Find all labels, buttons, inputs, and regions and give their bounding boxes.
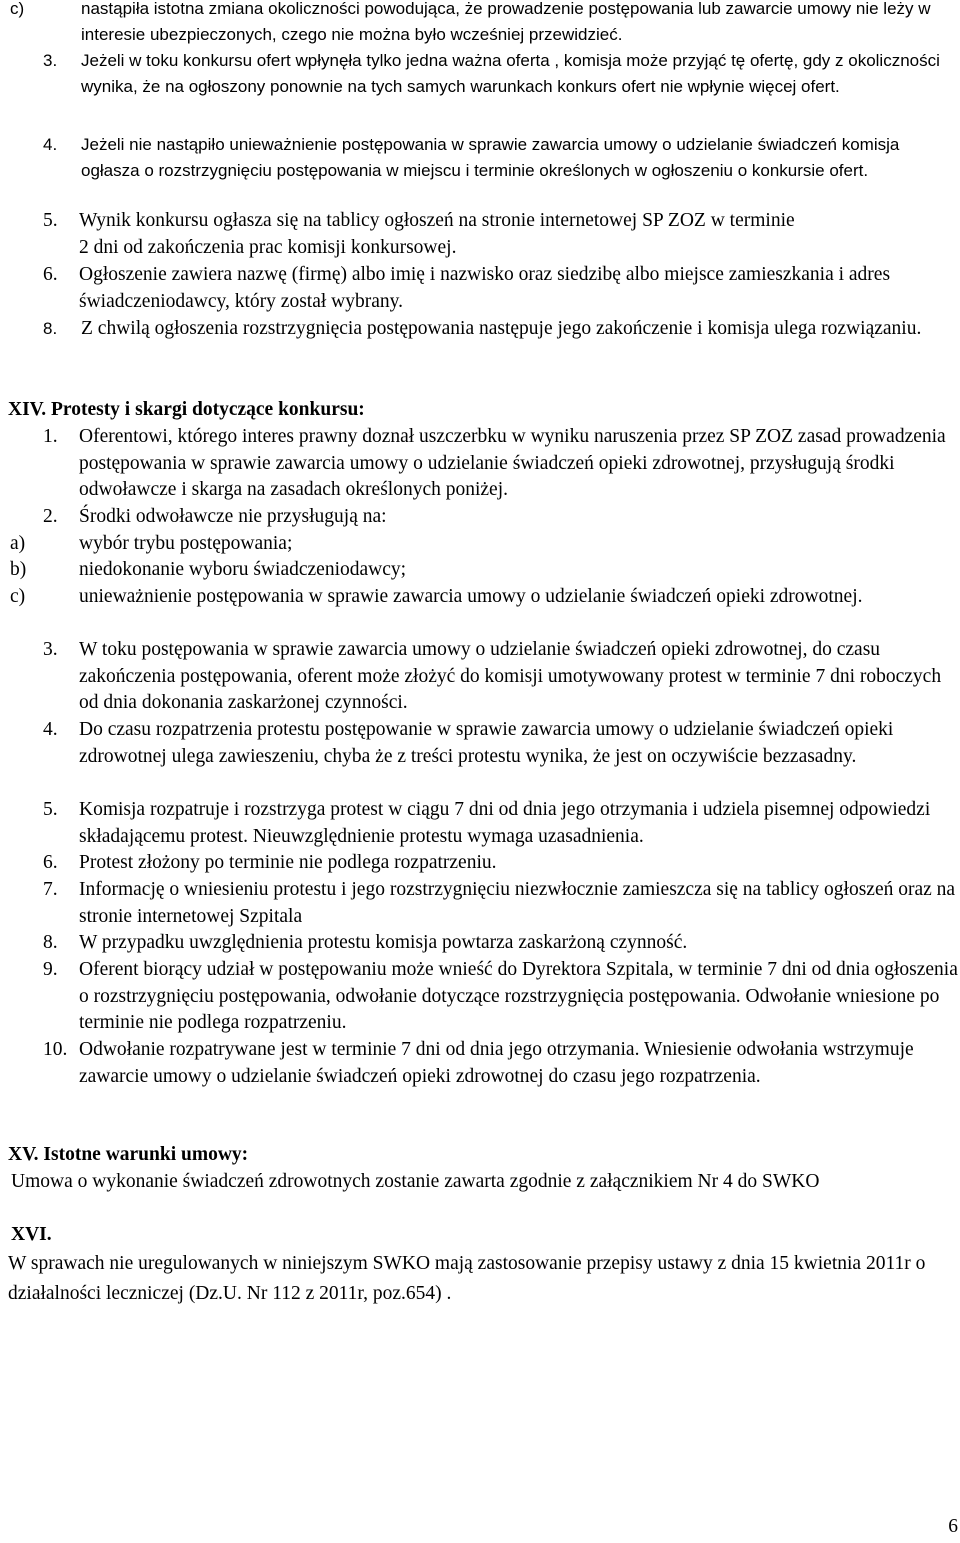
list-item-text: Komisja rozpatruje i rozstrzyga protest w ciągu 7 dni od dnia jego otrzymania i udziela pisemnej odpowiedzi składającemu protest. Nieuwzględnienie protestu wymaga uzasadnienia. [79,799,931,847]
list-item [10,531,960,557]
list-item-text: W toku postępowania w sprawie zawarcia umowy o udzielanie świadczeń opieki zdrowotnej, do czasu zakończenia postępowania, oferent może złożyć do komisji umotywowany protest w terminie 7 dni roboczych od dnia dokonania zaskarżonej czynności. [79,639,942,714]
list-marker: 3. [43,51,58,70]
list-item [43,1037,960,1117]
list-item [43,797,960,851]
list-marker: 5. [43,799,58,820]
section-heading: XVI. [11,1224,52,1245]
list-item [43,132,960,212]
list-marker: 4. [43,719,58,740]
list-item [43,717,960,797]
list-marker: 8. [43,319,58,338]
list-item-text: nastąpiła istotna zmiana okoliczności powodująca, że prowadzenie postępowania lub zawarcie umowy nie leży w interesie ubezpieczonych, czego nie można było wcześniej przewidzieć. [81,0,931,44]
list-item-text: Jeżeli nie nastąpiło unieważnienie postępowania w sprawie zawarcia umowy o udzielanie świadczeń komisja ogłasza o rozstrzygnięciu postępowania w miejscu i terminie określonych w ogłoszeniu o konkursie ofert. [81,135,900,180]
list-item-text: Protest złożony po terminie nie podlega rozpatrzeniu. [79,852,497,873]
list-item [43,504,960,530]
list-marker: 9. [43,959,58,980]
list-item-text: Oferentowi, którego interes prawny doznał uszczerbku w wyniku naruszenia przez SP ZOZ zasad prowadzenia postępowania w sprawie zawarcia umowy o udzielanie świadczeń opieki zdrowotnej, przysługują środki odwoławcze i skarga na zasadach określonych poniżej. [79,426,946,501]
list-item-text: niedokonanie wyboru świadczeniodawcy; [79,559,407,580]
list-item-text: Jeżeli w toku konkursu ofert wpłynęła tylko jedna ważna oferta , komisja może przyjąć tę ofertę, gdy z okoliczności wynika, że na ogłoszony ponownie na tych samych warunkach konkurs ofert nie wpłynie więcej ofert. [81,51,940,96]
list-marker: 3. [43,639,58,660]
section-heading: XV. Istotne warunki umowy: [8,1144,249,1165]
list-item [43,424,960,504]
list-item [43,262,960,316]
list-item-text: unieważnienie postępowania w sprawie zawarcia umowy o udzielanie świadczeń opieki zdrowotnej. [79,586,863,607]
page-number: 6 [948,1516,958,1537]
list-item-text: Środki odwoławcze nie przysługują na: [79,506,387,527]
list-item-text: Ogłoszenie zawiera nazwę (firmę) albo imię i nazwisko oraz siedzibę albo miejsce zamieszkania i adres świadczeniodawcy, który został wybrany. [79,264,891,312]
list-item [10,584,960,638]
list-item-text: Wynik konkursu ogłasza się na tablicy ogłoszeń na stronie internetowej SP ZOZ w terminie 2 dni od zakończenia prac komisji konkursowej. [79,210,795,258]
list-marker: 4. [43,135,58,154]
list-item-text: Odwołanie rozpatrywane jest w terminie 7 dni od dnia jego otrzymania. Wniesienie odwołania wstrzymuje zawarcie umowy o udzielanie świadczeń opieki zdrowotnej do czasu jego rozpatrzenia. [79,1039,914,1087]
list-item-text: Z chwilą ogłoszenia rozstrzygnięcia postępowania następuje jego zakończenie i komisja ulega rozwiązaniu. [81,318,922,339]
list-item [43,850,960,876]
list-item-text: Do czasu rozpatrzenia protestu postępowanie w sprawie zawarcia umowy o udzielanie świadczeń opieki zdrowotnej ulega zawieszeniu, chyba że z treści protestu wynika, że jest on oczywiście bezzasadny. [79,719,894,767]
section-paragraph: Umowa o wykonanie świadczeń zdrowotnych zostanie zawarta zgodnie z załącznikiem Nr 4 do SWKO [11,1171,820,1192]
list-item-text: Oferent biorący udział w postępowaniu może wnieść do Dyrektora Szpitala, w terminie 7 dni od dnia ogłoszenia o rozstrzygnięciu postępowania, odwołanie dotyczące rozstrzygnięcia postępowania. Odwołanie wniesione po terminie nie podlega rozpatrzeniu. [79,959,958,1034]
list-item [43,208,960,262]
list-marker: 8. [43,932,58,953]
list-marker: c) [10,586,26,607]
list-item [10,0,960,50]
list-item [43,930,960,956]
section-paragraph: W sprawach nie uregulowanych w niniejszym SWKO mają zastosowanie przepisy ustawy z dnia 15 kwietnia 2011r o działalności leczniczej (Dz.U. Nr 112 z 2011r, poz.654) . [8,1253,926,1304]
list-marker: 7. [43,879,58,900]
list-marker: 6. [43,852,58,873]
list-item [43,877,960,931]
list-item [43,48,960,128]
list-item-text: Informację o wniesieniu protestu i jego rozstrzygnięciu niezwłocznie zamieszcza się na tablicy ogłoszeń oraz na stronie internetowej Szpitala [79,879,956,927]
list-marker: 5. [43,210,58,231]
list-marker: b) [10,559,27,580]
list-marker: a) [10,533,26,554]
list-marker: c) [10,0,25,18]
list-marker: 10. [43,1039,68,1060]
list-marker: 2. [43,506,58,527]
list-marker: 1. [43,426,58,447]
section-heading: XIV. Protesty i skargi dotyczące konkursu: [8,399,365,420]
list-item-text: W przypadku uwzględnienia protestu komisja powtarza zaskarżoną czynność. [79,932,688,953]
list-item-text: wybór trybu postępowania; [79,533,293,554]
list-item [10,557,960,583]
list-marker: 6. [43,264,58,285]
list-item [43,957,960,1037]
list-item [43,316,960,372]
list-item [43,637,960,717]
